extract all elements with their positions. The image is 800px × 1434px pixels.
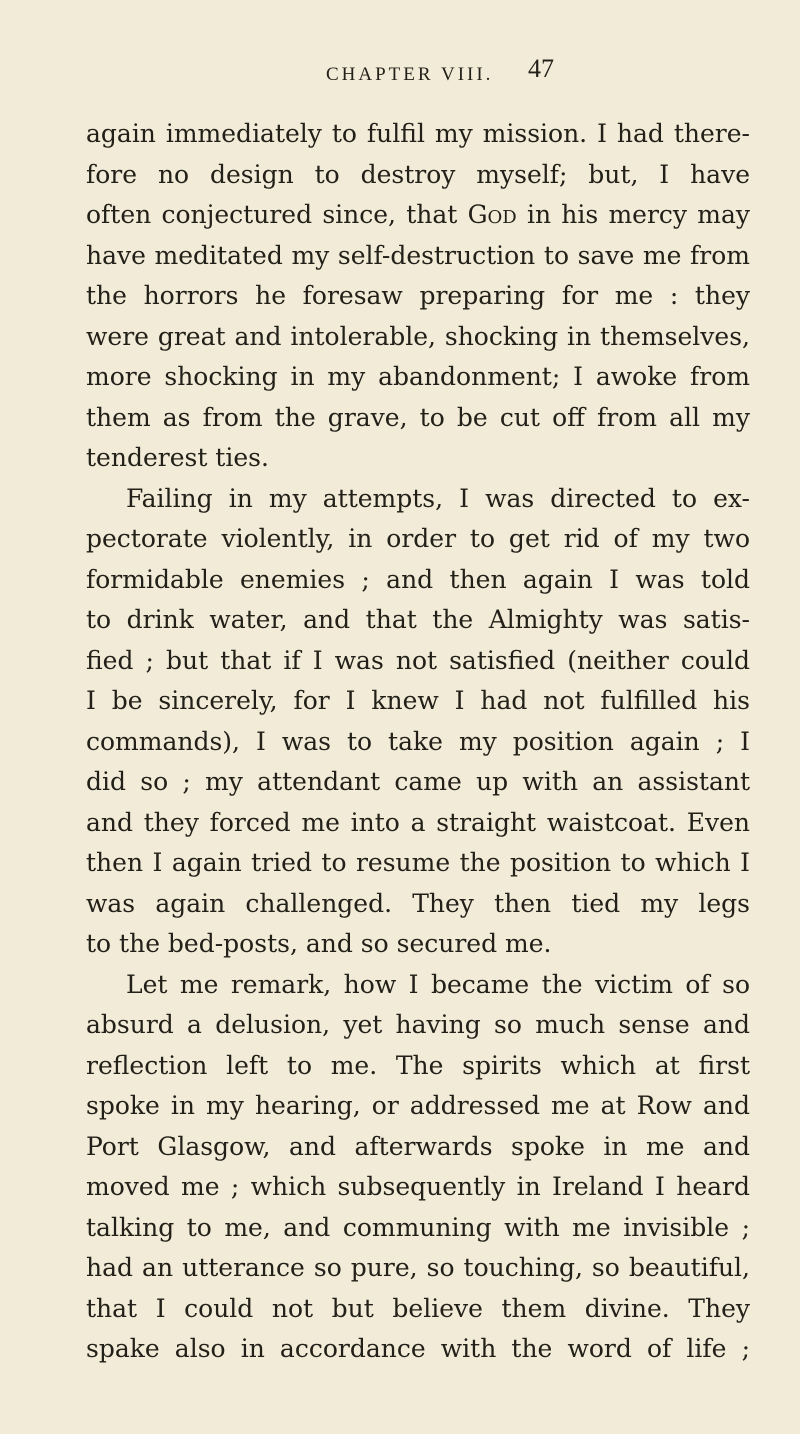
text-line: the horrors he foresaw preparing for me : they: [86, 281, 750, 310]
text-line: moved me ; which subsequently in Ireland I heard: [86, 1172, 750, 1201]
text-line: have meditated my self-destruction to save me from: [86, 240, 750, 270]
text-line: had an utterance so pure, so touching, so beautiful,: [86, 1253, 750, 1282]
text-line: tenderest ties.: [86, 443, 269, 472]
text-line: fore no design to destroy myself; but, I have: [86, 159, 750, 189]
text-line: again immediately to fulfil my mission. I had there-: [86, 119, 750, 148]
text-line: was again challenged. They then tied my legs: [86, 888, 750, 918]
running-head: [0, 54, 800, 94]
text-line: commands), I was to take my position again ; I: [86, 726, 750, 756]
paragraph-start-line: Let me remark, how I became the victim of so: [126, 969, 750, 999]
text-line: more shocking in my abandonment; I awoke from: [86, 362, 750, 391]
text-line: pectorate violently, in order to get rid of my two: [86, 524, 750, 553]
text-line: absurd a delusion, yet having so much sense and: [86, 1010, 750, 1039]
text-line: them as from the grave, to be cut off from all my: [86, 402, 750, 432]
paragraph-start-line: Failing in my attempts, I was directed to ex-: [126, 483, 750, 513]
text-line: to drink water, and that the Almighty was satis-: [86, 605, 750, 634]
text-line: did so ; my attendant came up with an assistant: [86, 767, 750, 796]
text-line: talking to me, and communing with me invisible ;: [86, 1212, 750, 1242]
text-line: Port Glasgow, and afterwards spoke in me and: [86, 1131, 750, 1161]
text-line: were great and intolerable, shocking in themselves,: [86, 321, 750, 351]
body-text: [86, 114, 750, 1370]
text-line: reflection left to me. The spirits which at first: [86, 1050, 750, 1080]
text-line: to the bed-posts, and so secured me.: [86, 929, 552, 958]
text-line: that I could not but believe them divine. They: [86, 1293, 750, 1323]
chapter-heading: CHAPTER VIII.: [326, 64, 494, 85]
text-line: spake also in accordance with the word of life ;: [86, 1334, 750, 1363]
text-line: and they forced me into a straight waistcoat. Even: [86, 807, 750, 837]
text-line: spoke in my hearing, or addressed me at Row and: [86, 1091, 750, 1120]
text-line: fied ; but that if I was not satisfied (neither could: [86, 645, 750, 675]
text-line: formidable enemies ; and then again I was told: [86, 564, 750, 594]
text-line: then I again tried to resume the position to which I: [86, 848, 750, 877]
page-number: 47: [528, 54, 554, 83]
text-line: often conjectured since, that God in his mercy may: [86, 200, 750, 229]
text-line: I be sincerely, for I knew I had not fulfilled his: [86, 686, 750, 715]
